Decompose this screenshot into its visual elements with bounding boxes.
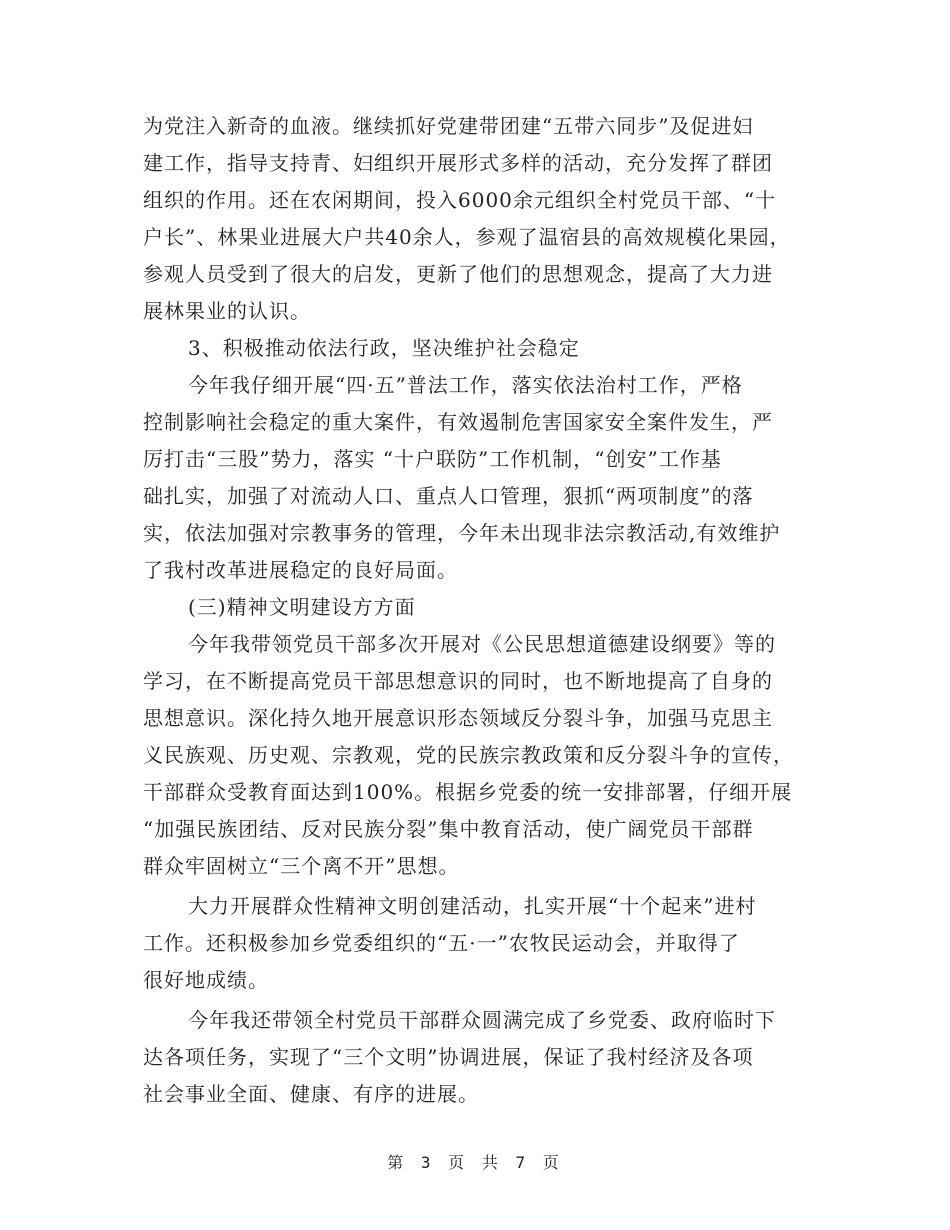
- section-heading: 3、积极推动依法行政，坚决维护社会稳定: [188, 336, 580, 360]
- text-line: 大力开展群众性精神文明创建活动，扎实开展“十个起来”进村: [188, 894, 757, 918]
- text-line: 学习，在不断提高党员干部思想意识的同时，也不断地提高了自身的: [143, 669, 773, 693]
- text-line: 今年我还带领全村党员干部群众圆满完成了乡党委、政府临时下: [188, 1008, 776, 1032]
- text-line: 义民族观、历史观、宗教观，党的民族宗教政策和反分裂斗争的宣传，: [143, 743, 794, 767]
- text-line: 工作。还积极参加乡党委组织的“五·一”农牧民运动会，并取得了: [143, 931, 740, 955]
- text-line: “加强民族团结、反对民族分裂”集中教育活动，使广阔党员干部群: [143, 817, 754, 841]
- text-line: 参观人员受到了很大的启发，更新了他们的思想观念，提高了大力进: [143, 262, 773, 286]
- section-heading: (三)精神文明建设方方面: [188, 595, 416, 619]
- text-line: 建工作，指导支持青、妇组织开展形式多样的活动，充分发挥了群团: [143, 151, 773, 175]
- text-line: 为党注入新奇的血液。继续抓好党建带团建“五带六同步”及促进妇: [143, 114, 754, 138]
- text-line: 达各项任务，实现了“三个文明”协调进展，保证了我村经济及各项: [143, 1045, 754, 1069]
- text-line: 今年我带领党员干部多次开展对《公民思想道德建设纲要》等的: [188, 632, 776, 656]
- text-line: 社会事业全面、健康、有序的进展。: [143, 1082, 479, 1106]
- page-footer: 第 3 页 共 7 页: [387, 1153, 563, 1172]
- text-line: 干部群众受教育面达到100%。根据乡党委的统一安排部署，仔细开展: [143, 780, 793, 804]
- text-line: 户长”、林果业进展大户共40余人，参观了温宿县的高效规模化果园，: [143, 225, 791, 249]
- text-line: 厉打击“三股”势力，落实 “十户联防”工作机制，“创安”工作基: [143, 447, 722, 471]
- text-line: 群众牢固树立“三个离不开”思想。: [143, 854, 460, 878]
- text-line: 实，依法加强对宗教事务的管理，今年未出现非法宗教活动,有效维护: [143, 521, 781, 545]
- text-line: 很好地成绩。: [143, 968, 269, 992]
- text-line: 今年我仔细开展“四·五”普法工作，落实依法治村工作，严格: [188, 373, 743, 397]
- text-line: 础扎实，加强了对流动人口、重点人口管理，狠抓“两项制度”的落: [143, 484, 754, 508]
- text-line: 了我村改革进展稳定的良好局面。: [143, 558, 458, 582]
- text-line: 组织的作用。还在农闲期间，投入6000余元组织全村党员干部、“十: [143, 188, 777, 212]
- text-line: 思想意识。深化持久地开展意识形态领域反分裂斗争，加强马克思主: [143, 706, 773, 730]
- text-line: 控制影响社会稳定的重大案件，有效遏制危害国家安全案件发生，严: [143, 410, 773, 434]
- text-line: 展林果业的认识。: [143, 299, 311, 323]
